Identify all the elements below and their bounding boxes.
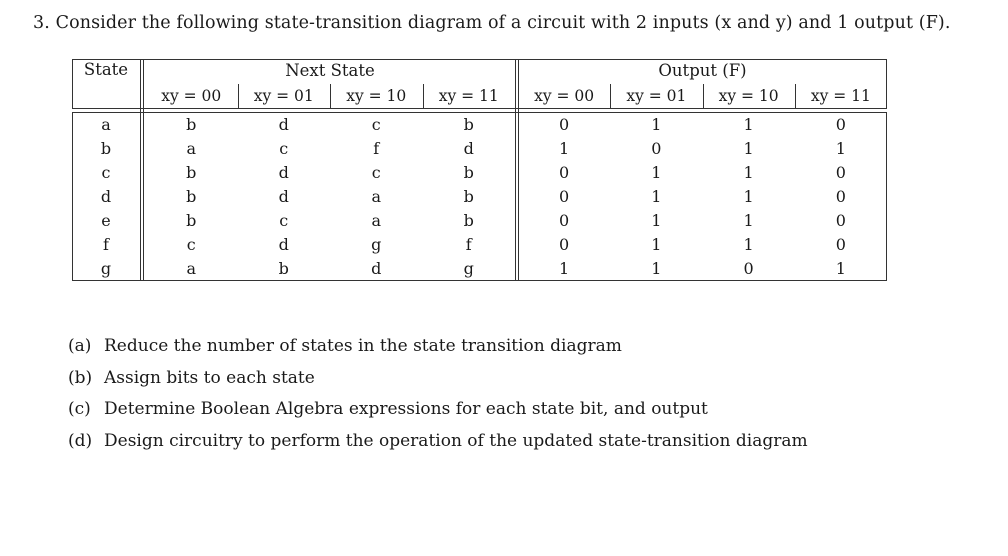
output-input-label: xy = 01 bbox=[626, 87, 687, 105]
output-cell: 0 bbox=[559, 187, 570, 206]
next-state-cell: b bbox=[186, 163, 197, 182]
next-state-cell: d bbox=[278, 163, 289, 182]
next-state-cell: c bbox=[186, 235, 196, 254]
question-part-item bbox=[68, 426, 808, 458]
next-state-input-label: xy = 01 bbox=[253, 87, 314, 105]
next-state-header: Next State bbox=[285, 61, 375, 80]
next-state-cell: b bbox=[463, 211, 474, 230]
question-part-label: (d) bbox=[68, 430, 93, 451]
next-state-cell: b bbox=[463, 115, 474, 134]
output-input-label: xy = 00 bbox=[534, 87, 595, 105]
next-state-cell: g bbox=[463, 259, 474, 278]
next-state-cell: a bbox=[371, 187, 382, 206]
output-cell: 1 bbox=[651, 259, 662, 278]
output-cell: 1 bbox=[559, 259, 570, 278]
output-cell: 1 bbox=[743, 235, 754, 254]
output-cell: 1 bbox=[835, 259, 846, 278]
state-transition-table bbox=[72, 59, 887, 281]
next-state-cell: a bbox=[186, 259, 197, 278]
output-cell: 0 bbox=[559, 163, 570, 182]
question-part-item bbox=[68, 394, 808, 426]
next-state-cell: b bbox=[278, 259, 289, 278]
next-state-cell: g bbox=[371, 235, 382, 254]
output-cell: 0 bbox=[651, 139, 662, 158]
next-state-cell: b bbox=[463, 163, 474, 182]
output-cell: 0 bbox=[835, 187, 846, 206]
next-state-cell: a bbox=[371, 211, 382, 230]
next-state-cell: a bbox=[186, 139, 197, 158]
output-cell: 0 bbox=[559, 235, 570, 254]
output-cell: 1 bbox=[743, 187, 754, 206]
next-state-cell: c bbox=[371, 163, 381, 182]
output-cell: 0 bbox=[559, 115, 570, 134]
question-part-label: (c) bbox=[68, 399, 91, 419]
output-cell: 1 bbox=[743, 211, 754, 230]
output-cell: 1 bbox=[743, 163, 754, 182]
state-cell: g bbox=[100, 259, 112, 278]
state-cell: f bbox=[103, 235, 109, 254]
next-state-cell: d bbox=[463, 139, 474, 158]
output-cell: 0 bbox=[835, 163, 846, 182]
next-state-cell: d bbox=[278, 115, 289, 134]
output-cell: 1 bbox=[559, 139, 570, 158]
output-cell: 1 bbox=[651, 211, 662, 230]
state-divider-line-b bbox=[143, 59, 144, 281]
next-state-input-label: xy = 00 bbox=[161, 87, 222, 105]
output-cell: 0 bbox=[835, 115, 846, 134]
question-number: 3. bbox=[33, 13, 50, 33]
state-column-header: State bbox=[83, 60, 129, 79]
output-cell: 1 bbox=[651, 187, 662, 206]
output-cell: 1 bbox=[743, 115, 754, 134]
next-state-cell: d bbox=[278, 187, 289, 206]
next-state-cell: b bbox=[186, 211, 197, 230]
state-cell: b bbox=[100, 139, 112, 158]
question-text: Consider the following state-transition diagram of a circuit with 2 inputs (x and y) and 1 output (F). bbox=[55, 13, 951, 33]
next-state-input-label: xy = 11 bbox=[438, 87, 499, 105]
question-part-item bbox=[68, 363, 808, 395]
next-state-cell: b bbox=[186, 187, 197, 206]
state-cell: c bbox=[101, 163, 111, 182]
question-part-text: Design circuitry to perform the operation of the updated state-transition diagram bbox=[104, 430, 808, 451]
next-state-cell: c bbox=[279, 139, 289, 158]
output-cell: 1 bbox=[835, 139, 846, 158]
question-part-text: Reduce the number of states in the state transition diagram bbox=[104, 336, 622, 356]
state-divider-line-a bbox=[140, 59, 141, 281]
next-state-cell: f bbox=[373, 139, 380, 158]
output-input-label: xy = 10 bbox=[718, 87, 779, 105]
question-part-text: Determine Boolean Algebra expressions for each state bit, and output bbox=[104, 399, 708, 419]
next-state-cell: b bbox=[463, 187, 474, 206]
output-input-label: xy = 11 bbox=[810, 87, 871, 105]
state-cell: e bbox=[101, 211, 111, 230]
output-cell: 0 bbox=[835, 235, 846, 254]
next-state-cell: d bbox=[371, 259, 382, 278]
question-line bbox=[33, 13, 951, 33]
output-cell: 1 bbox=[743, 139, 754, 158]
question-part-label: (b) bbox=[68, 367, 93, 388]
next-state-cell: d bbox=[278, 235, 289, 254]
output-cell: 0 bbox=[835, 211, 846, 230]
output-cell: 1 bbox=[651, 163, 662, 182]
output-cell: 0 bbox=[559, 211, 570, 230]
state-cell: d bbox=[100, 187, 112, 206]
next-state-cell: f bbox=[465, 235, 472, 254]
output-cell: 0 bbox=[743, 259, 754, 278]
next-state-cell: c bbox=[371, 115, 381, 134]
question-part-text: Assign bits to each state bbox=[104, 367, 315, 388]
section-divider-line-a bbox=[515, 59, 516, 281]
next-state-cell: c bbox=[279, 211, 289, 230]
output-cell: 1 bbox=[651, 115, 662, 134]
next-state-input-label: xy = 10 bbox=[346, 87, 407, 105]
question-part-label: (a) bbox=[68, 336, 92, 356]
question-parts-list bbox=[68, 331, 808, 457]
output-header: Output (F) bbox=[658, 61, 747, 80]
question-part-item bbox=[68, 331, 808, 363]
state-cell: a bbox=[101, 115, 111, 134]
output-cell: 1 bbox=[651, 235, 662, 254]
next-state-cell: b bbox=[186, 115, 197, 134]
